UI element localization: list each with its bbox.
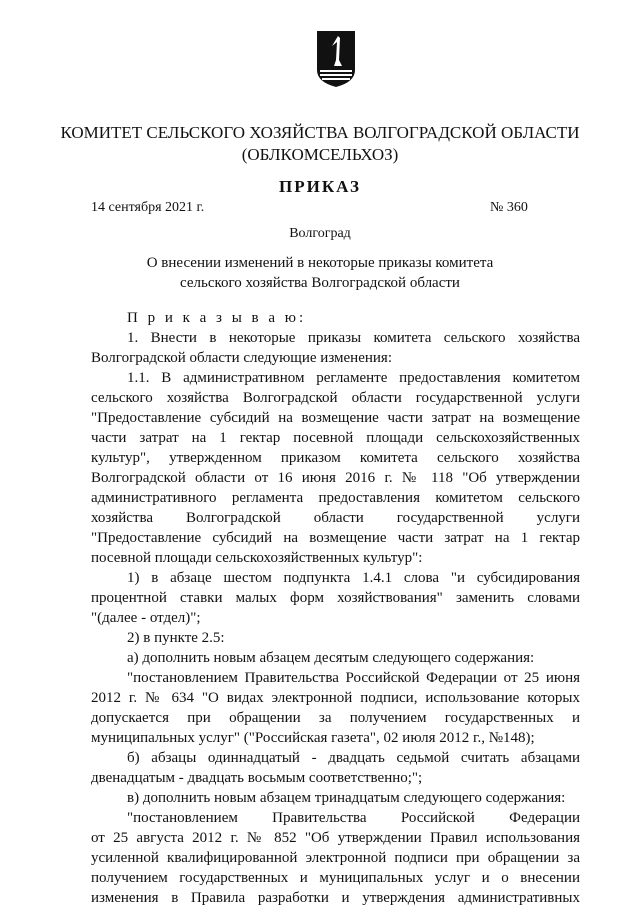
- body-line: получением государственных и муниципальных услуг и о внесении: [91, 870, 580, 886]
- body-line: культур", утвержденном приказом комитета сельского хозяйства: [91, 450, 580, 466]
- document-title-line: сельского хозяйства Волгоградской области: [180, 275, 460, 291]
- document-city: Волгоград: [289, 226, 351, 241]
- body-line: Волгоградской области следующие изменения:: [91, 350, 392, 366]
- body-line: усиленной квалифицированной электронной подписи при обращении за: [91, 850, 580, 866]
- body-line: 2) в пункте 2.5:: [127, 630, 225, 646]
- body-line: 1) в абзаце шестом подпункта 1.4.1 слова "и субсидирования: [127, 570, 580, 586]
- volgograd-coat-of-arms-icon: [316, 30, 356, 88]
- document-number: № 360: [490, 200, 528, 215]
- organization-short-name: (ОБЛКОМСЕЛЬХОЗ): [241, 145, 399, 164]
- body-line: хозяйства Волгоградской области государственной услуги: [91, 510, 580, 526]
- body-line: "Предоставление субсидий на возмещение части затрат на 1 гектар: [91, 530, 580, 546]
- document-title-line: О внесении изменений в некоторые приказы комитета: [146, 255, 494, 271]
- body-line: от 25 августа 2012 г. № 852 "Об утверждении Правил использования: [91, 830, 580, 846]
- body-line: посевной площади сельскохозяйственных культур":: [91, 550, 423, 566]
- body-line: "постановлением Правительства Российской Федерации: [127, 810, 580, 826]
- body-line: "(далее - отдел)";: [91, 610, 201, 626]
- body-line: Волгоградской области от 16 июня 2016 г. № 118 "Об утверждении: [91, 470, 580, 486]
- organization-name: КОМИТЕТ СЕЛЬСКОГО ХОЗЯЙСТВА ВОЛГОГРАДСКОЙ ОБЛАСТИ: [60, 123, 580, 142]
- body-line: "постановлением Правительства Российской Федерации от 25 июня: [127, 670, 580, 686]
- body-line: 1. Внести в некоторые приказы комитета сельского хозяйства: [127, 330, 580, 346]
- body-line: 1.1. В административном регламенте предоставления комитетом: [127, 370, 580, 386]
- body-line: П р и к а з ы в а ю:: [127, 310, 307, 326]
- body-line: допускается при обращении за получением государственных и: [91, 710, 580, 726]
- body-line: б) абзацы одиннадцатый - двадцать седьмой считать абзацами: [127, 750, 580, 766]
- body-line: административного регламента предоставления комитетом сельского: [91, 490, 580, 506]
- body-line: сельского хозяйства Волгоградской области государственной услуги: [91, 390, 580, 406]
- body-line: двенадцатым - двадцать восьмым соответственно;";: [91, 770, 423, 786]
- body-line: "Предоставление субсидий на возмещение части затрат на возмещение: [91, 410, 580, 426]
- body-line: муниципальных услуг" ("Российская газета", 02 июля 2012 г., №148);: [91, 730, 535, 746]
- body-line: процентной ставки малых форм хозяйствования" заменить словами: [91, 590, 580, 606]
- body-line: части затрат на 1 гектар посевной площади сельскохозяйственных: [91, 430, 580, 446]
- body-line: в) дополнить новым абзацем тринадцатым следующего содержания:: [127, 790, 566, 806]
- body-line: 2012 г. № 634 "О видах электронной подписи, использование которых: [91, 690, 580, 706]
- document-type: ПРИКАЗ: [279, 177, 361, 196]
- document-date: 14 сентября 2021 г.: [91, 200, 205, 215]
- document-body: [91, 308, 580, 908]
- body-line: а) дополнить новым абзацем десятым следующего содержания:: [127, 650, 535, 666]
- body-line: изменения в Правила разработки и утверждения административных: [91, 890, 580, 906]
